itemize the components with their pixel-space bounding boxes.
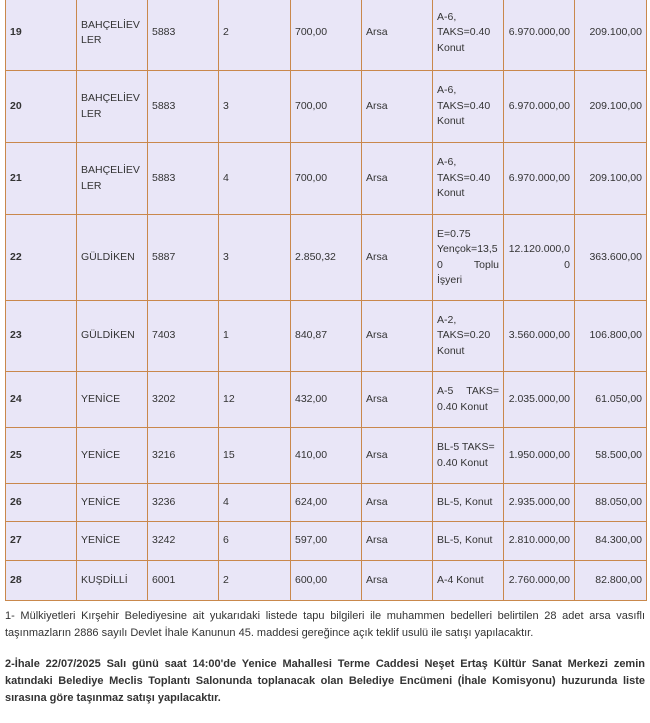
zoning-cell: BL-5 TAKS= 0.40 Konut <box>433 428 504 484</box>
block-cell: 3236 <box>148 484 219 522</box>
parcel-cell: 3 <box>219 71 291 143</box>
parcel-cell: 6 <box>219 522 291 561</box>
block-cell: 5887 <box>148 215 219 301</box>
area-cell: 624,00 <box>291 484 362 522</box>
type-cell: Arsa <box>362 484 433 522</box>
area-cell: 840,87 <box>291 301 362 372</box>
deposit-cell: 58.500,00 <box>575 428 647 484</box>
estimated-price-cell: 2.760.000,00 <box>504 561 575 601</box>
neighborhood-cell: YENİCE <box>77 428 148 484</box>
neighborhood-cell: YENİCE <box>77 484 148 522</box>
estimated-price-cell: 2.035.000,00 <box>504 372 575 428</box>
row-number: 19 <box>6 0 77 71</box>
zoning-cell: A-5 TAKS= 0.40 Konut <box>433 372 504 428</box>
deposit-cell: 363.600,00 <box>575 215 647 301</box>
zoning-cell: BL-5, Konut <box>433 522 504 561</box>
neighborhood-cell: BAHÇELİEV LER <box>77 143 148 215</box>
zoning-cell: E=0.75 Yençok=13,5 0 Toplu İşyeri <box>433 215 504 301</box>
table-row <box>6 484 647 522</box>
table-row <box>6 71 647 143</box>
block-cell: 5883 <box>148 143 219 215</box>
row-number: 27 <box>6 522 77 561</box>
zoning-cell: A-2, TAKS=0.20 Konut <box>433 301 504 372</box>
row-number: 28 <box>6 561 77 601</box>
zoning-cell: A-4 Konut <box>433 561 504 601</box>
zoning-cell: BL-5, Konut <box>433 484 504 522</box>
neighborhood-cell: GÜLDİKEN <box>77 215 148 301</box>
block-cell: 5883 <box>148 0 219 71</box>
parcel-cell: 15 <box>219 428 291 484</box>
table-row <box>6 372 647 428</box>
deposit-cell: 61.050,00 <box>575 372 647 428</box>
zoning-cell: A-6, TAKS=0.40 Konut <box>433 143 504 215</box>
row-number: 20 <box>6 71 77 143</box>
neighborhood-cell: YENİCE <box>77 522 148 561</box>
parcel-cell: 2 <box>219 0 291 71</box>
row-number: 22 <box>6 215 77 301</box>
block-cell: 7403 <box>148 301 219 372</box>
block-cell: 3242 <box>148 522 219 561</box>
parcel-cell: 1 <box>219 301 291 372</box>
block-cell: 5883 <box>148 71 219 143</box>
area-cell: 600,00 <box>291 561 362 601</box>
table-row <box>6 0 647 71</box>
table-row <box>6 522 647 561</box>
type-cell: Arsa <box>362 301 433 372</box>
block-cell: 6001 <box>148 561 219 601</box>
table-row <box>6 215 647 301</box>
auction-notes <box>5 608 645 707</box>
estimated-price-cell: 12.120.000,0 0 <box>504 215 575 301</box>
estimated-price-cell: 2.810.000,00 <box>504 522 575 561</box>
block-cell: 3216 <box>148 428 219 484</box>
type-cell: Arsa <box>362 428 433 484</box>
note-paragraph-1: 1- Mülkiyetleri Kırşehir Belediyesine ait yukarıdaki listede tapu bilgileri ile muhammen bedelleri belirtilen 28 adet arsa vasıflı taşınmazların 2886 sayılı Devlet İhale Kanunun 45. maddesi gereğince açık teklif usulü ile satışı yapılacaktır. <box>5 610 645 640</box>
zoning-cell: A-6, TAKS=0.40 Konut <box>433 0 504 71</box>
neighborhood-cell: GÜLDİKEN <box>77 301 148 372</box>
area-cell: 432,00 <box>291 372 362 428</box>
parcel-cell: 2 <box>219 561 291 601</box>
parcel-cell: 3 <box>219 215 291 301</box>
row-number: 24 <box>6 372 77 428</box>
area-cell: 597,00 <box>291 522 362 561</box>
table-row <box>6 301 647 372</box>
deposit-cell: 209.100,00 <box>575 71 647 143</box>
row-number: 25 <box>6 428 77 484</box>
type-cell: Arsa <box>362 522 433 561</box>
estimated-price-cell: 2.935.000,00 <box>504 484 575 522</box>
neighborhood-cell: BAHÇELİEV LER <box>77 71 148 143</box>
deposit-cell: 209.100,00 <box>575 0 647 71</box>
area-cell: 700,00 <box>291 143 362 215</box>
estimated-price-cell: 1.950.000,00 <box>504 428 575 484</box>
estimated-price-cell: 6.970.000,00 <box>504 143 575 215</box>
area-cell: 410,00 <box>291 428 362 484</box>
deposit-cell: 106.800,00 <box>575 301 647 372</box>
type-cell: Arsa <box>362 215 433 301</box>
deposit-cell: 88.050,00 <box>575 484 647 522</box>
row-number: 23 <box>6 301 77 372</box>
area-cell: 700,00 <box>291 71 362 143</box>
parcel-cell: 12 <box>219 372 291 428</box>
area-cell: 700,00 <box>291 0 362 71</box>
note-paragraph-2: 2-İhale 22/07/2025 Salı günü saat 14:00'de Yenice Mahallesi Terme Caddesi Neşet Ertaş Kültür Sanat Merkezi zemin katındaki Belediye Meclis Toplantı Salonunda toplanacak olan Belediye Encümeni (İhale Komisyonu) huzurunda liste sırasına göre taşınmaz satışı yapılacaktır. <box>5 657 645 705</box>
type-cell: Arsa <box>362 372 433 428</box>
table-row <box>6 561 647 601</box>
auction-table <box>5 0 647 601</box>
table-row <box>6 428 647 484</box>
estimated-price-cell: 3.560.000,00 <box>504 301 575 372</box>
neighborhood-cell: YENİCE <box>77 372 148 428</box>
type-cell: Arsa <box>362 143 433 215</box>
deposit-cell: 82.800,00 <box>575 561 647 601</box>
type-cell: Arsa <box>362 561 433 601</box>
row-number: 21 <box>6 143 77 215</box>
deposit-cell: 209.100,00 <box>575 143 647 215</box>
table-row <box>6 143 647 215</box>
estimated-price-cell: 6.970.000,00 <box>504 71 575 143</box>
type-cell: Arsa <box>362 0 433 71</box>
parcel-cell: 4 <box>219 484 291 522</box>
block-cell: 3202 <box>148 372 219 428</box>
neighborhood-cell: KUŞDİLLİ <box>77 561 148 601</box>
row-number: 26 <box>6 484 77 522</box>
type-cell: Arsa <box>362 71 433 143</box>
estimated-price-cell: 6.970.000,00 <box>504 0 575 71</box>
deposit-cell: 84.300,00 <box>575 522 647 561</box>
neighborhood-cell: BAHÇELİEV LER <box>77 0 148 71</box>
area-cell: 2.850,32 <box>291 215 362 301</box>
parcel-cell: 4 <box>219 143 291 215</box>
zoning-cell: A-6, TAKS=0.40 Konut <box>433 71 504 143</box>
